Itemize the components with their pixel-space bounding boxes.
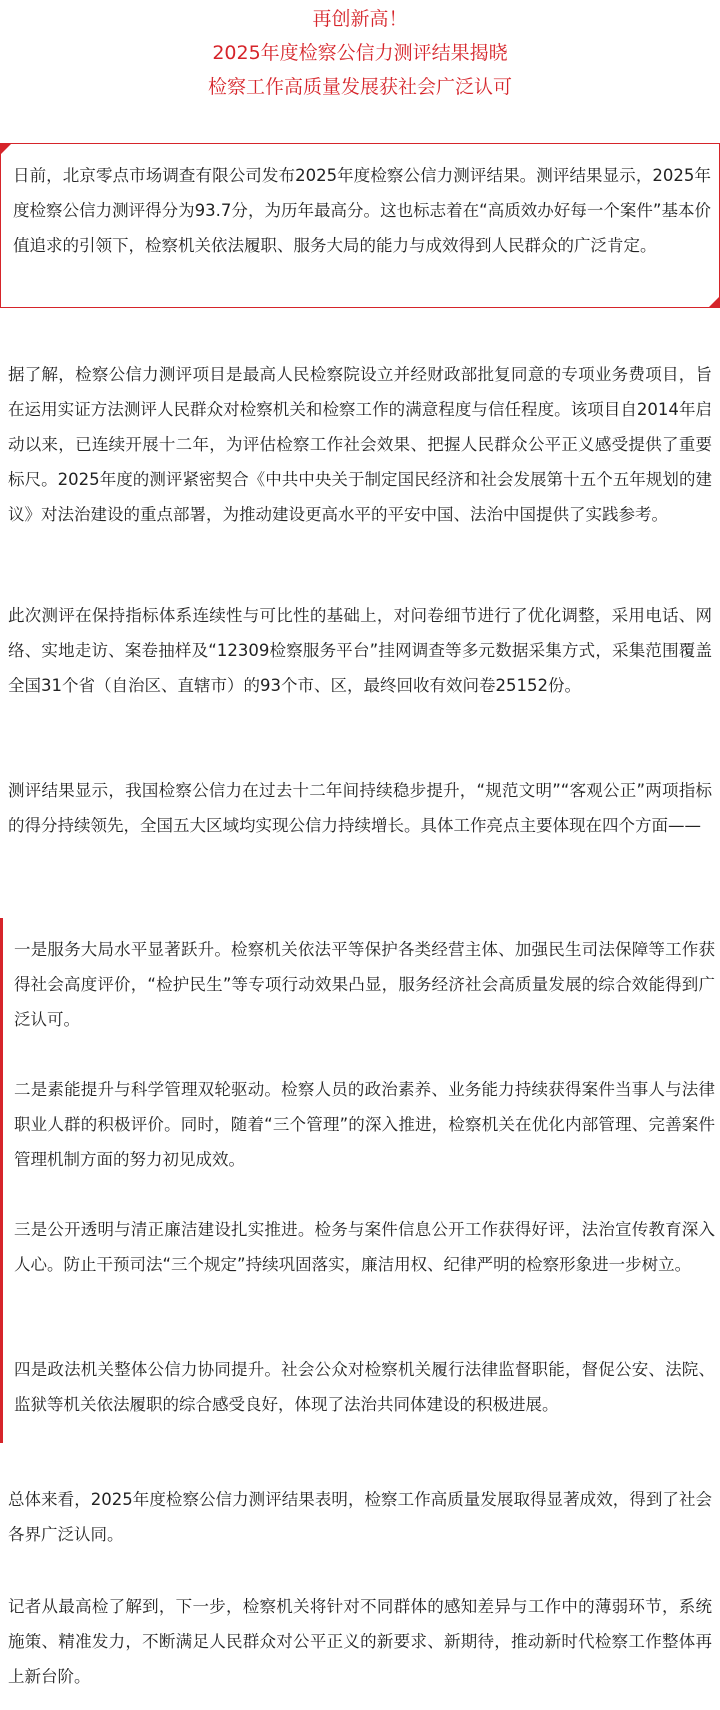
body-paragraph-1: 据了解，检察公信力测评项目是最高人民检察院设立并经财政部批复同意的专项业务费项目，旨在运用实证方法测评人民群众对检察机关和检察工作的满意程度与信任程度。该项目自2014年启动以来，已连续开展十二年，为评估检察工作社会效果、把握人民群众公平正义感受提供了重要标尺。2025年度的测评紧密契合《中共中央关于制定国民经济和社会发展第十五个五年规划的建议》对法治建设的重点部署，为推动建设更高水平的平安中国、法治中国提供了实践参考。	[8, 365, 712, 524]
intro-paragraph: 日前，北京零点市场调查有限公司发布2025年度检察公信力测评结果。测评结果显示，2025年度检察公信力测评得分为93.7分，为历年最高分。这也标志着在“高质效办好每一个案件”基本价值追求的引领下，检察机关依法履职、服务大局的能力与成效得到人民群众的广泛肯定。	[13, 166, 711, 255]
highlight-paragraph-3: 三是公开透明与清正廉洁建设扎实推进。检务与案件信息公开工作获得好评，法治宣传教育深入人心。防止干预司法“三个规定”持续巩固落实，廉洁用权、纪律严明的检察形象进一步树立。	[14, 1220, 715, 1274]
intro-box	[0, 143, 720, 308]
highlight-paragraph-2: 二是素能提升与科学管理双轮驱动。检察人员的政治素养、业务能力持续获得案件当事人与法律职业人群的积极评价。同时，随着“三个管理”的深入推进，检察机关在优化内部管理、完善案件管理机制方面的努力初见成效。	[14, 1080, 715, 1169]
corner-decoration-bottom-right	[708, 296, 720, 308]
corner-decoration-top-left	[0, 143, 12, 155]
highlights-block	[0, 918, 720, 1443]
headline-line-1: 再创新高！	[312, 8, 408, 30]
headline-line-3: 检察工作高质量发展获社会广泛认可	[207, 76, 512, 98]
headline-line-2: 2025年度检察公信力测评结果揭晓	[212, 42, 508, 64]
body-paragraph-3: 测评结果显示，我国检察公信力在过去十二年间持续稳步提升，“规范文明”“客观公正”两项指标的得分持续领先，全国五大区域均实现公信力持续增长。具体工作亮点主要体现在四个方面——	[8, 781, 712, 835]
body-paragraph-next-steps: 记者从最高检了解到，下一步，检察机关将针对不同群体的感知差异与工作中的薄弱环节，系统施策、精准发力，不断满足人民群众对公平正义的新要求、新期待，推动新时代检察工作整体再上新台阶。	[8, 1597, 712, 1686]
highlight-paragraph-1: 一是服务大局水平显著跃升。检察机关依法平等保护各类经营主体、加强民生司法保障等工作获得社会高度评价，“检护民生”等专项行动效果凸显，服务经济社会高质量发展的综合效能得到广泛认可。	[14, 940, 715, 1029]
body-paragraph-conclusion: 总体来看，2025年度检察公信力测评结果表明，检察工作高质量发展取得显著成效，得到了社会各界广泛认同。	[8, 1490, 712, 1544]
body-paragraph-2: 此次测评在保持指标体系连续性与可比性的基础上，对问卷细节进行了优化调整，采用电话、网络、实地走访、案卷抽样及“12309检察服务平台”挂网调查等多元数据采集方式，采集范围覆盖全国31个省（自治区、直辖市）的93个市、区，最终回收有效问卷25152份。	[8, 606, 712, 695]
highlight-paragraph-4: 四是政法机关整体公信力协同提升。社会公众对检察机关履行法律监督职能，督促公安、法院、监狱等机关依法履职的综合感受良好，体现了法治共同体建设的积极进展。	[14, 1360, 715, 1414]
article-headline	[0, 0, 720, 104]
